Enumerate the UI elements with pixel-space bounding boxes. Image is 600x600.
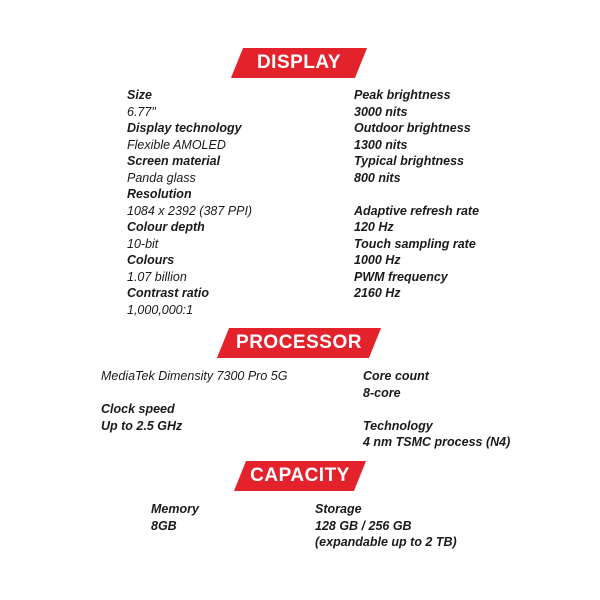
spec-value: 1.07 billion bbox=[127, 269, 187, 284]
capacity-right-column bbox=[315, 501, 457, 551]
spec-value: 1,000,000:1 bbox=[127, 302, 194, 317]
processor-left-column bbox=[101, 368, 287, 434]
spec-value: 2160 Hz bbox=[354, 286, 401, 300]
spec-label: Size bbox=[127, 88, 153, 102]
spec-value: 1300 nits bbox=[354, 137, 408, 152]
spacer bbox=[363, 401, 510, 418]
spec-value: 800 nits bbox=[354, 170, 401, 185]
spec-value: Panda glass bbox=[127, 170, 196, 185]
storage-note: (expandable up to 2 TB) bbox=[315, 535, 457, 549]
processor-right-column bbox=[363, 368, 510, 451]
spec-value: Flexible AMOLED bbox=[127, 137, 226, 152]
spec-label: Typical brightness bbox=[354, 154, 464, 168]
spec-label: PWM frequency bbox=[354, 269, 448, 284]
spec-label: Screen material bbox=[127, 154, 221, 168]
tech-value: 4 nm TSMC process (N4) bbox=[363, 435, 511, 449]
processor-heading: PROCESSOR bbox=[236, 332, 362, 353]
spec-label: Colours bbox=[127, 253, 175, 267]
spec-label: Display technology bbox=[127, 121, 242, 135]
spec-value: 10-bit bbox=[127, 236, 159, 251]
memory-label: Memory bbox=[151, 502, 199, 516]
spec-value: 3000 nits bbox=[354, 104, 408, 119]
spec-value: 1000 Hz bbox=[354, 253, 401, 267]
spec-label: Peak brightness bbox=[354, 88, 451, 102]
spacer bbox=[354, 186, 479, 203]
chipset-value: MediaTek Dimensity 7300 Pro 5G bbox=[101, 369, 288, 383]
spec-value: 1084 x 2392 (387 PPI) bbox=[127, 203, 253, 218]
spec-label: Adaptive refresh rate bbox=[354, 203, 480, 218]
core-label: Core count bbox=[363, 369, 429, 383]
spec-label: Colour depth bbox=[127, 220, 205, 234]
spacer bbox=[101, 385, 287, 402]
spec-label: Contrast ratio bbox=[127, 286, 209, 300]
spec-label: Resolution bbox=[127, 187, 192, 201]
tech-label: Technology bbox=[363, 418, 433, 433]
memory-value: 8GB bbox=[151, 518, 177, 533]
capacity-heading: CAPACITY bbox=[250, 465, 350, 486]
spec-label: Touch sampling rate bbox=[354, 236, 476, 251]
clock-value: Up to 2.5 GHz bbox=[101, 418, 183, 433]
display-right-column bbox=[354, 87, 479, 302]
spec-value: 120 Hz bbox=[354, 220, 394, 234]
display-heading: DISPLAY bbox=[256, 52, 342, 73]
storage-value: 128 GB / 256 GB bbox=[315, 518, 412, 533]
display-left-column bbox=[127, 87, 252, 318]
clock-label: Clock speed bbox=[101, 402, 175, 416]
capacity-left-column bbox=[151, 501, 199, 534]
spec-label: Outdoor brightness bbox=[354, 121, 471, 135]
spec-value: 6.77" bbox=[127, 104, 156, 119]
core-value: 8-core bbox=[363, 385, 401, 400]
storage-label: Storage bbox=[315, 502, 362, 516]
